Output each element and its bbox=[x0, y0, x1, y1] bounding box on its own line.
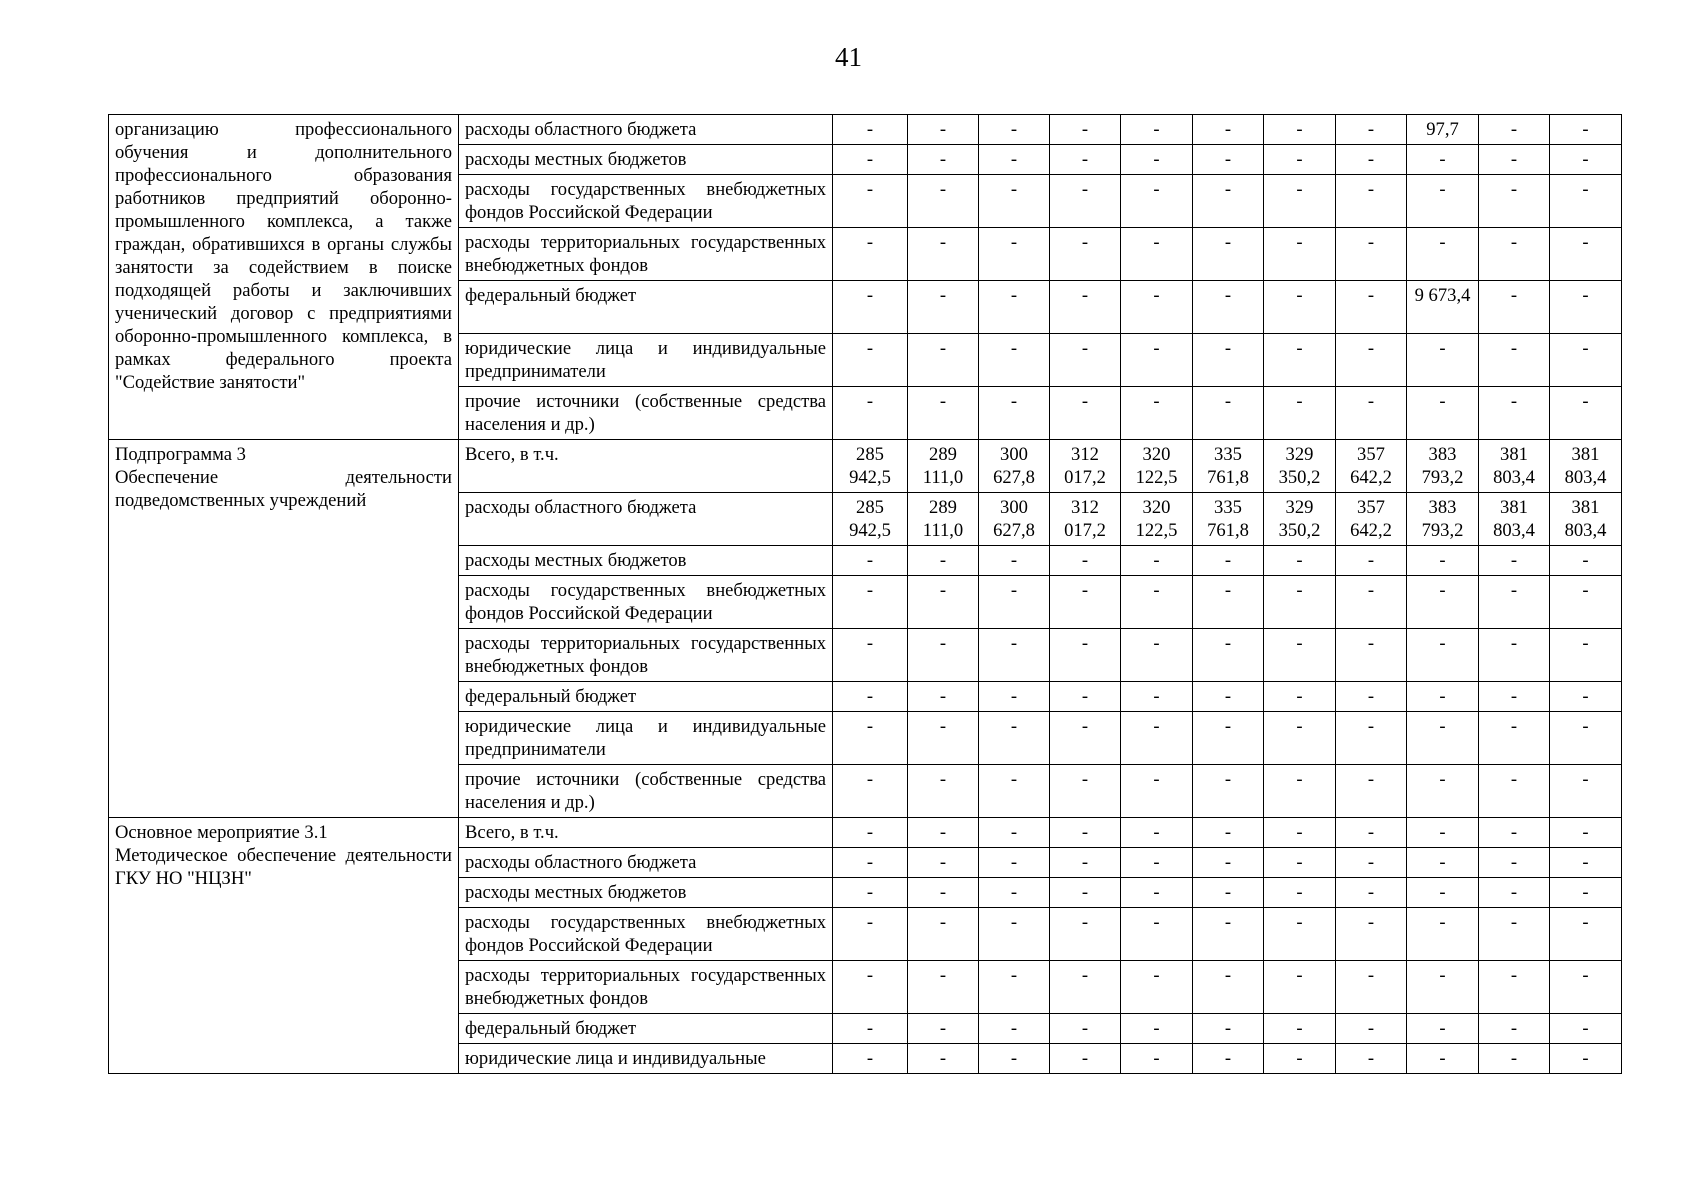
value-cell: - bbox=[833, 848, 908, 878]
value-cell: - bbox=[1121, 682, 1193, 712]
value-cell: - bbox=[1407, 1044, 1479, 1074]
funding-source-cell: расходы местных бюджетов bbox=[459, 546, 833, 576]
value-cell: - bbox=[1550, 712, 1622, 765]
funding-source-cell: расходы государственных внебюджетных фондов Российской Федерации bbox=[459, 908, 833, 961]
value-cell: - bbox=[1050, 682, 1121, 712]
value-cell: - bbox=[1121, 908, 1193, 961]
funding-source-cell: прочие источники (собственные средства населения и др.) bbox=[459, 765, 833, 818]
value-cell: - bbox=[979, 1044, 1050, 1074]
value-cell: - bbox=[1336, 228, 1407, 281]
value-cell: - bbox=[1050, 712, 1121, 765]
value-cell: - bbox=[1193, 546, 1264, 576]
value-cell: - bbox=[908, 712, 979, 765]
funding-source-cell: юридические лица и индивидуальные предприниматели bbox=[459, 334, 833, 387]
value-cell: - bbox=[1407, 682, 1479, 712]
value-cell: - bbox=[908, 878, 979, 908]
value-cell: - bbox=[1264, 908, 1336, 961]
value-cell: - bbox=[1407, 334, 1479, 387]
table-row bbox=[109, 818, 1622, 848]
value-cell: - bbox=[833, 682, 908, 712]
value-cell: 381 803,4 bbox=[1479, 493, 1550, 546]
funding-source-cell: Всего, в т.ч. bbox=[459, 818, 833, 848]
value-cell: 312 017,2 bbox=[1050, 440, 1121, 493]
value-cell: - bbox=[1264, 145, 1336, 175]
value-cell: - bbox=[908, 961, 979, 1014]
value-cell: - bbox=[833, 818, 908, 848]
value-cell: - bbox=[1193, 175, 1264, 228]
value-cell: - bbox=[1336, 175, 1407, 228]
funding-source-cell: федеральный бюджет bbox=[459, 682, 833, 712]
value-cell: - bbox=[1550, 908, 1622, 961]
value-cell: - bbox=[1407, 908, 1479, 961]
value-cell: - bbox=[1336, 765, 1407, 818]
value-cell: - bbox=[833, 576, 908, 629]
value-cell: - bbox=[1407, 387, 1479, 440]
value-cell: - bbox=[1193, 145, 1264, 175]
value-cell: - bbox=[1050, 1014, 1121, 1044]
value-cell: - bbox=[1050, 145, 1121, 175]
value-cell: - bbox=[833, 629, 908, 682]
value-cell: 383 793,2 bbox=[1407, 493, 1479, 546]
value-cell: - bbox=[908, 1014, 979, 1044]
value-cell: - bbox=[833, 546, 908, 576]
value-cell: - bbox=[1193, 961, 1264, 1014]
value-cell: 329 350,2 bbox=[1264, 440, 1336, 493]
funding-source-cell: расходы государственных внебюджетных фондов Российской Федерации bbox=[459, 576, 833, 629]
value-cell: - bbox=[979, 145, 1050, 175]
value-cell: - bbox=[908, 682, 979, 712]
value-cell: - bbox=[979, 765, 1050, 818]
value-cell: - bbox=[1479, 848, 1550, 878]
value-cell: - bbox=[1193, 387, 1264, 440]
value-cell: - bbox=[1336, 961, 1407, 1014]
value-cell: - bbox=[1479, 908, 1550, 961]
funding-source-cell: юридические лица и индивидуальные bbox=[459, 1044, 833, 1074]
value-cell: - bbox=[908, 281, 979, 334]
value-cell: - bbox=[1050, 1044, 1121, 1074]
value-cell: - bbox=[1264, 1044, 1336, 1074]
value-cell: - bbox=[1550, 765, 1622, 818]
value-cell: 320 122,5 bbox=[1121, 440, 1193, 493]
value-cell: - bbox=[908, 115, 979, 145]
value-cell: 285 942,5 bbox=[833, 440, 908, 493]
value-cell: - bbox=[833, 145, 908, 175]
value-cell: - bbox=[1550, 175, 1622, 228]
value-cell: - bbox=[1264, 712, 1336, 765]
value-cell: - bbox=[908, 848, 979, 878]
value-cell: - bbox=[1336, 546, 1407, 576]
value-cell: - bbox=[908, 387, 979, 440]
value-cell: - bbox=[1336, 629, 1407, 682]
funding-source-cell: расходы областного бюджета bbox=[459, 493, 833, 546]
value-cell: - bbox=[908, 576, 979, 629]
funding-source-cell: федеральный бюджет bbox=[459, 1014, 833, 1044]
value-cell: - bbox=[833, 387, 908, 440]
table-body bbox=[109, 115, 1622, 1074]
value-cell: - bbox=[979, 115, 1050, 145]
funding-source-cell: расходы областного бюджета bbox=[459, 115, 833, 145]
value-cell: - bbox=[1193, 848, 1264, 878]
value-cell: 300 627,8 bbox=[979, 493, 1050, 546]
value-cell: - bbox=[979, 175, 1050, 228]
value-cell: 335 761,8 bbox=[1193, 493, 1264, 546]
value-cell: - bbox=[833, 712, 908, 765]
funding-source-cell: юридические лица и индивидуальные предприниматели bbox=[459, 712, 833, 765]
value-cell: - bbox=[1193, 334, 1264, 387]
program-title-line1: Подпрограмма 3 bbox=[115, 444, 246, 465]
value-cell: - bbox=[1479, 115, 1550, 145]
value-cell: - bbox=[1050, 576, 1121, 629]
value-cell: - bbox=[1264, 175, 1336, 228]
value-cell: - bbox=[1050, 908, 1121, 961]
value-cell: - bbox=[1479, 1014, 1550, 1044]
value-cell: - bbox=[1550, 115, 1622, 145]
value-cell: - bbox=[1550, 629, 1622, 682]
value-cell: - bbox=[908, 145, 979, 175]
value-cell: 381 803,4 bbox=[1550, 493, 1622, 546]
value-cell: - bbox=[833, 175, 908, 228]
value-cell: - bbox=[1121, 334, 1193, 387]
program-title: организацию профессионального обучения и дополнительного профессионального образования работников предприятий оборонно-промышленного комплекса, а также граждан, обратившихся в органы службы занятости за содействием в поиске подходящей работы и заключивших ученический договор с предприятиями оборонно-промышленного комплекса, в рамках федерального проекта "Содействие занятости" bbox=[115, 119, 452, 393]
value-cell: - bbox=[1121, 1014, 1193, 1044]
value-cell: - bbox=[1050, 961, 1121, 1014]
value-cell: - bbox=[1479, 682, 1550, 712]
value-cell: - bbox=[833, 878, 908, 908]
funding-source-cell: расходы местных бюджетов bbox=[459, 878, 833, 908]
value-cell: - bbox=[833, 228, 908, 281]
value-cell: - bbox=[1050, 228, 1121, 281]
value-cell: 289 111,0 bbox=[908, 440, 979, 493]
value-cell: - bbox=[1264, 281, 1336, 334]
value-cell: - bbox=[1264, 1014, 1336, 1044]
value-cell: - bbox=[1050, 546, 1121, 576]
value-cell: - bbox=[1193, 1014, 1264, 1044]
value-cell: 312 017,2 bbox=[1050, 493, 1121, 546]
value-cell: - bbox=[1193, 115, 1264, 145]
value-cell: - bbox=[908, 228, 979, 281]
value-cell: - bbox=[979, 848, 1050, 878]
value-cell: - bbox=[1121, 228, 1193, 281]
value-cell: - bbox=[1479, 818, 1550, 848]
value-cell: - bbox=[979, 281, 1050, 334]
value-cell: - bbox=[1121, 1044, 1193, 1074]
value-cell: - bbox=[833, 115, 908, 145]
value-cell: - bbox=[1336, 1014, 1407, 1044]
value-cell: - bbox=[1193, 878, 1264, 908]
value-cell: 285 942,5 bbox=[833, 493, 908, 546]
value-cell: - bbox=[1550, 682, 1622, 712]
value-cell: - bbox=[1050, 281, 1121, 334]
program-title-line1: Основное мероприятие 3.1 bbox=[115, 822, 328, 843]
program-title-cell bbox=[109, 440, 459, 818]
value-cell: - bbox=[1407, 546, 1479, 576]
value-cell: - bbox=[1550, 818, 1622, 848]
value-cell: - bbox=[833, 1014, 908, 1044]
value-cell: 329 350,2 bbox=[1264, 493, 1336, 546]
value-cell: - bbox=[1264, 334, 1336, 387]
value-cell: - bbox=[1407, 961, 1479, 1014]
value-cell: - bbox=[908, 818, 979, 848]
value-cell: - bbox=[1264, 682, 1336, 712]
value-cell: - bbox=[1550, 878, 1622, 908]
value-cell: - bbox=[1336, 281, 1407, 334]
value-cell: - bbox=[1550, 228, 1622, 281]
value-cell: - bbox=[979, 961, 1050, 1014]
value-cell: - bbox=[1121, 878, 1193, 908]
value-cell: - bbox=[1264, 818, 1336, 848]
value-cell: - bbox=[1193, 682, 1264, 712]
value-cell: - bbox=[1193, 712, 1264, 765]
funding-source-cell: расходы государственных внебюджетных фондов Российской Федерации bbox=[459, 175, 833, 228]
value-cell: - bbox=[1407, 712, 1479, 765]
value-cell: - bbox=[1479, 878, 1550, 908]
value-cell: - bbox=[833, 961, 908, 1014]
value-cell: 381 803,4 bbox=[1550, 440, 1622, 493]
value-cell: - bbox=[1550, 334, 1622, 387]
value-cell: - bbox=[908, 175, 979, 228]
value-cell: - bbox=[1550, 546, 1622, 576]
value-cell: - bbox=[1336, 145, 1407, 175]
table-row bbox=[109, 440, 1622, 493]
value-cell: - bbox=[1193, 576, 1264, 629]
value-cell: - bbox=[833, 1044, 908, 1074]
value-cell: - bbox=[1193, 629, 1264, 682]
value-cell: - bbox=[1479, 546, 1550, 576]
value-cell: - bbox=[1407, 228, 1479, 281]
value-cell: 335 761,8 bbox=[1193, 440, 1264, 493]
value-cell: - bbox=[1264, 387, 1336, 440]
value-cell: - bbox=[1121, 712, 1193, 765]
value-cell: - bbox=[1479, 387, 1550, 440]
value-cell: - bbox=[979, 1014, 1050, 1044]
value-cell: - bbox=[1336, 387, 1407, 440]
value-cell: - bbox=[979, 228, 1050, 281]
value-cell: - bbox=[1193, 228, 1264, 281]
value-cell: - bbox=[1121, 546, 1193, 576]
value-cell: 97,7 bbox=[1407, 115, 1479, 145]
value-cell: - bbox=[1193, 281, 1264, 334]
value-cell: - bbox=[1479, 961, 1550, 1014]
value-cell: - bbox=[1193, 765, 1264, 818]
value-cell: - bbox=[1193, 818, 1264, 848]
value-cell: - bbox=[1264, 848, 1336, 878]
table-row bbox=[109, 115, 1622, 145]
value-cell: - bbox=[1407, 765, 1479, 818]
value-cell: - bbox=[1407, 818, 1479, 848]
value-cell: - bbox=[908, 1044, 979, 1074]
value-cell: - bbox=[979, 878, 1050, 908]
value-cell: - bbox=[1121, 387, 1193, 440]
value-cell: - bbox=[1121, 765, 1193, 818]
funding-source-cell: расходы территориальных государственных внебюджетных фондов bbox=[459, 228, 833, 281]
value-cell: - bbox=[1479, 281, 1550, 334]
value-cell: - bbox=[1336, 115, 1407, 145]
value-cell: 357 642,2 bbox=[1336, 493, 1407, 546]
value-cell: - bbox=[1264, 115, 1336, 145]
value-cell: - bbox=[1550, 1014, 1622, 1044]
value-cell: - bbox=[1050, 115, 1121, 145]
value-cell: - bbox=[1264, 878, 1336, 908]
value-cell: - bbox=[1336, 878, 1407, 908]
value-cell: - bbox=[979, 334, 1050, 387]
value-cell: - bbox=[1550, 576, 1622, 629]
value-cell: - bbox=[1050, 818, 1121, 848]
value-cell: - bbox=[979, 818, 1050, 848]
value-cell: - bbox=[1407, 878, 1479, 908]
value-cell: - bbox=[1550, 145, 1622, 175]
value-cell: - bbox=[979, 387, 1050, 440]
value-cell: - bbox=[1121, 848, 1193, 878]
value-cell: - bbox=[1479, 1044, 1550, 1074]
program-title-line2: Обеспечение деятельности подведомственных учреждений bbox=[115, 467, 452, 511]
value-cell: - bbox=[1407, 145, 1479, 175]
funding-source-cell: расходы территориальных государственных внебюджетных фондов bbox=[459, 961, 833, 1014]
funding-source-cell: расходы местных бюджетов bbox=[459, 145, 833, 175]
value-cell: - bbox=[1336, 818, 1407, 848]
value-cell: - bbox=[1050, 878, 1121, 908]
value-cell: - bbox=[833, 765, 908, 818]
value-cell: - bbox=[1121, 629, 1193, 682]
value-cell: - bbox=[1121, 145, 1193, 175]
value-cell: - bbox=[1479, 765, 1550, 818]
value-cell: - bbox=[1479, 228, 1550, 281]
funding-source-cell: расходы территориальных государственных внебюджетных фондов bbox=[459, 629, 833, 682]
value-cell: - bbox=[1336, 576, 1407, 629]
value-cell: - bbox=[979, 712, 1050, 765]
value-cell: - bbox=[1193, 1044, 1264, 1074]
program-title-line2: Методическое обеспечение деятельности ГКУ НО "НЦЗН" bbox=[115, 845, 452, 889]
value-cell: - bbox=[1479, 334, 1550, 387]
funding-source-cell: Всего, в т.ч. bbox=[459, 440, 833, 493]
value-cell: - bbox=[1550, 961, 1622, 1014]
value-cell: - bbox=[1264, 546, 1336, 576]
value-cell: 357 642,2 bbox=[1336, 440, 1407, 493]
program-title-cell bbox=[109, 115, 459, 440]
value-cell: - bbox=[1550, 387, 1622, 440]
value-cell: - bbox=[1336, 1044, 1407, 1074]
value-cell: - bbox=[1050, 848, 1121, 878]
value-cell: - bbox=[1264, 576, 1336, 629]
value-cell: - bbox=[1407, 576, 1479, 629]
value-cell: - bbox=[908, 546, 979, 576]
value-cell: - bbox=[979, 682, 1050, 712]
funding-source-cell: федеральный бюджет bbox=[459, 281, 833, 334]
value-cell: - bbox=[1479, 576, 1550, 629]
value-cell: - bbox=[908, 334, 979, 387]
value-cell: - bbox=[1407, 1014, 1479, 1044]
value-cell: - bbox=[833, 281, 908, 334]
value-cell: - bbox=[1336, 682, 1407, 712]
value-cell: - bbox=[979, 576, 1050, 629]
value-cell: - bbox=[1407, 629, 1479, 682]
value-cell: - bbox=[1050, 387, 1121, 440]
value-cell: 383 793,2 bbox=[1407, 440, 1479, 493]
value-cell: - bbox=[1121, 175, 1193, 228]
value-cell: - bbox=[833, 334, 908, 387]
value-cell: - bbox=[908, 765, 979, 818]
value-cell: - bbox=[833, 908, 908, 961]
value-cell: - bbox=[1193, 908, 1264, 961]
value-cell: - bbox=[1336, 908, 1407, 961]
value-cell: - bbox=[1264, 765, 1336, 818]
value-cell: - bbox=[908, 908, 979, 961]
value-cell: - bbox=[1479, 629, 1550, 682]
page-number: 41 bbox=[835, 42, 862, 72]
value-cell: - bbox=[1264, 228, 1336, 281]
value-cell: - bbox=[1121, 818, 1193, 848]
value-cell: - bbox=[1407, 175, 1479, 228]
value-cell: - bbox=[979, 908, 1050, 961]
funding-source-cell: расходы областного бюджета bbox=[459, 848, 833, 878]
value-cell: - bbox=[1479, 712, 1550, 765]
value-cell: - bbox=[908, 629, 979, 682]
value-cell: - bbox=[1121, 281, 1193, 334]
value-cell: - bbox=[1479, 145, 1550, 175]
value-cell: - bbox=[1264, 961, 1336, 1014]
value-cell: - bbox=[1336, 334, 1407, 387]
value-cell: - bbox=[1336, 712, 1407, 765]
budget-table bbox=[108, 114, 1622, 1074]
program-title-cell bbox=[109, 818, 459, 1074]
value-cell: - bbox=[979, 629, 1050, 682]
value-cell: 300 627,8 bbox=[979, 440, 1050, 493]
value-cell: - bbox=[1121, 115, 1193, 145]
value-cell: - bbox=[1121, 576, 1193, 629]
value-cell: 320 122,5 bbox=[1121, 493, 1193, 546]
value-cell: - bbox=[1264, 629, 1336, 682]
value-cell: - bbox=[1550, 1044, 1622, 1074]
value-cell: - bbox=[1336, 848, 1407, 878]
value-cell: - bbox=[1050, 629, 1121, 682]
value-cell: - bbox=[979, 546, 1050, 576]
value-cell: - bbox=[1550, 281, 1622, 334]
value-cell: - bbox=[1550, 848, 1622, 878]
value-cell: - bbox=[1407, 848, 1479, 878]
value-cell: - bbox=[1050, 175, 1121, 228]
value-cell: - bbox=[1050, 334, 1121, 387]
value-cell: 9 673,4 bbox=[1407, 281, 1479, 334]
value-cell: - bbox=[1121, 961, 1193, 1014]
value-cell: - bbox=[1050, 765, 1121, 818]
funding-source-cell: прочие источники (собственные средства населения и др.) bbox=[459, 387, 833, 440]
value-cell: 289 111,0 bbox=[908, 493, 979, 546]
value-cell: 381 803,4 bbox=[1479, 440, 1550, 493]
value-cell: - bbox=[1479, 175, 1550, 228]
